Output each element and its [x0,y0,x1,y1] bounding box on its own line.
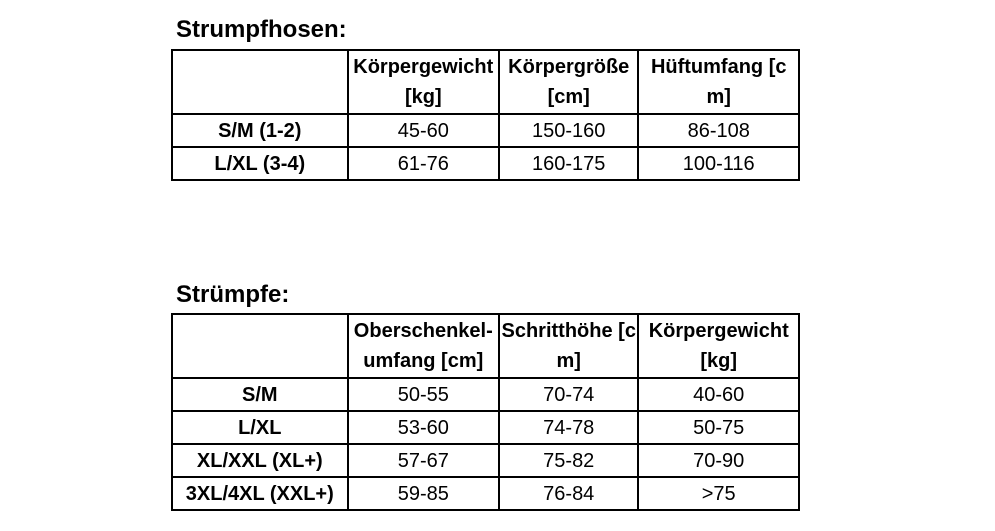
value-cell: 86-108 [638,114,799,147]
value-cell: 40-60 [638,378,799,411]
size-label: S/M (1-2) [172,114,348,147]
table-row [172,444,799,477]
size-label: L/XL (3-4) [172,147,348,180]
value-cell: 57-67 [348,444,499,477]
value-cell: 45-60 [348,114,499,147]
table-row [172,147,799,180]
table-header-row [172,50,799,114]
value-cell: 76-84 [499,477,638,510]
strumpfhosen-size-table [171,49,800,181]
value-cell: 150-160 [499,114,638,147]
struempfe-title: Strümpfe: [176,281,290,308]
header-cell-schritthoehe: Schritthöhe [cm] [499,314,638,378]
value-cell: 50-55 [348,378,499,411]
table-row [172,411,799,444]
header-cell-empty [172,50,348,114]
struempfe-size-table [171,313,800,511]
size-label: 3XL/4XL (XXL+) [172,477,348,510]
table-row [172,378,799,411]
size-label: S/M [172,378,348,411]
table-row [172,114,799,147]
value-cell: 50-75 [638,411,799,444]
value-cell: >75 [638,477,799,510]
header-cell-koerpergewicht: Körpergewicht [kg] [638,314,799,378]
size-label: XL/XXL (XL+) [172,444,348,477]
header-cell-koerpergewicht: Körpergewicht [kg] [348,50,499,114]
value-cell: 70-90 [638,444,799,477]
strumpfhosen-title: Strumpfhosen: [176,16,347,43]
value-cell: 74-78 [499,411,638,444]
value-cell: 70-74 [499,378,638,411]
value-cell: 100-116 [638,147,799,180]
value-cell: 160-175 [499,147,638,180]
header-cell-oberschenkelumfang: Oberschenkel-umfang [cm] [348,314,499,378]
table-row [172,477,799,510]
header-cell-koerpergroesse: Körpergröße [cm] [499,50,638,114]
size-label: L/XL [172,411,348,444]
header-cell-hueftumfang: Hüftumfang [cm] [638,50,799,114]
value-cell: 61-76 [348,147,499,180]
header-cell-empty [172,314,348,378]
value-cell: 53-60 [348,411,499,444]
table-header-row [172,314,799,378]
value-cell: 75-82 [499,444,638,477]
value-cell: 59-85 [348,477,499,510]
